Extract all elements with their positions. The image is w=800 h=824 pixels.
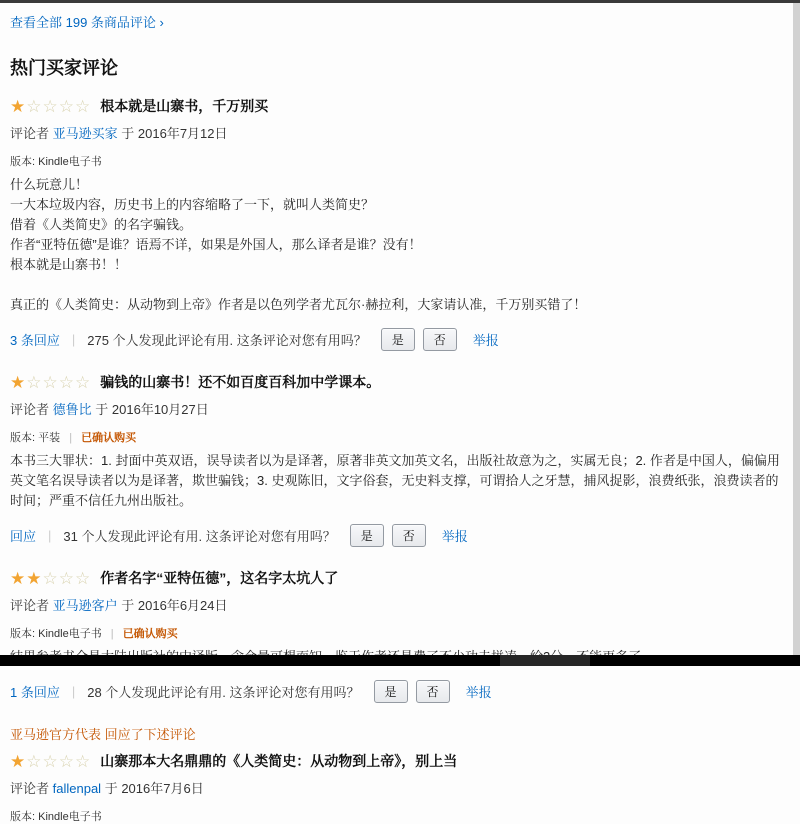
review-body-line: 本书三大罪状：1. 封面中英双语，误导读者以为是译著，原著非英文加英文名，出版社故意为之，实属无良；2. 作者是中国人，偏偏用英文笔名误导读者以为是译著，欺世骗钱；3. 史观陈旧，文字俗套，无史料支撑，可谓拾人之牙慧，捕风捉影，浪费纸张，浪费读者的时间；严重不信任九州出版社。 <box>10 453 780 508</box>
reviewer-link[interactable]: 亚马逊客户 <box>52 598 118 613</box>
report-link[interactable]: 举报 <box>472 333 499 348</box>
helpful-no-button[interactable]: 否 <box>416 680 450 703</box>
review-body <box>10 451 780 511</box>
version-separator: | <box>110 628 114 640</box>
review-body-line: 根本就是山寨书！！ <box>10 257 128 272</box>
replies-link[interactable]: 3 条回应 <box>10 333 60 348</box>
review-item <box>10 724 780 824</box>
version-label: 版本: Kindle电子书 <box>10 628 102 640</box>
review-title[interactable]: 作者名字“亚特伍德”，这名字太坑人了 <box>100 570 339 586</box>
star-icon: ★ <box>10 568 27 588</box>
review-body-line: 什么玩意儿！ <box>10 177 89 192</box>
review-version-row <box>10 153 780 169</box>
review-footer <box>10 328 780 351</box>
review-byline <box>10 595 780 614</box>
review-list <box>10 96 780 824</box>
review-title[interactable]: 根本就是山寨书，千万别买 <box>100 98 269 114</box>
review-item <box>10 568 780 703</box>
star-rating[interactable] <box>10 753 91 770</box>
star-rating[interactable] <box>10 570 91 587</box>
star-icon: ☆ <box>58 568 75 588</box>
helpful-text: 275 个人发现此评论有用. 这条评论对您有用吗？ <box>87 333 367 348</box>
reviewer-prefix-label: 评论者 <box>10 781 50 796</box>
review-version-row <box>10 808 780 824</box>
review-date: 于 2016年10月27日 <box>95 402 209 417</box>
review-body-line: 真正的《人类简史：从动物到上帝》作者是以色列学者尤瓦尔·赫拉利，大家请认准，千万别买错了！ <box>10 297 587 312</box>
bottom-bar-segment <box>500 655 590 666</box>
reviewer-prefix-label: 评论者 <box>10 126 50 141</box>
review-title-row <box>10 751 780 771</box>
star-icon: ☆ <box>26 751 43 771</box>
star-icon: ☆ <box>42 751 59 771</box>
scrollbar-track[interactable] <box>793 3 800 655</box>
version-label: 版本: Kindle电子书 <box>10 156 102 168</box>
star-icon: ☆ <box>75 568 92 588</box>
star-icon: ☆ <box>75 751 92 771</box>
review-version-row <box>10 625 780 641</box>
helpful-no-button[interactable]: 否 <box>392 524 426 547</box>
verified-purchase-badge: 已确认购买 <box>81 432 137 444</box>
star-icon: ★ <box>26 568 43 588</box>
star-icon: ☆ <box>26 96 43 116</box>
star-rating[interactable] <box>10 374 91 391</box>
star-rating[interactable] <box>10 98 91 115</box>
review-title[interactable]: 骗钱的山寨书！还不如百度百科加中学课本。 <box>100 374 381 390</box>
reviewer-prefix-label: 评论者 <box>10 402 50 417</box>
official-rep-link[interactable]: 亚马逊官方代表 <box>10 727 102 742</box>
version-separator: | <box>69 432 73 444</box>
review-title-row <box>10 372 780 392</box>
report-link[interactable]: 举报 <box>465 685 492 700</box>
star-icon: ☆ <box>75 96 92 116</box>
star-icon: ☆ <box>58 372 75 392</box>
review-version-row <box>10 429 780 445</box>
helpful-no-button[interactable]: 否 <box>423 328 457 351</box>
helpful-text: 28 个人发现此评论有用. 这条评论对您有用吗？ <box>87 685 360 700</box>
review-byline <box>10 123 780 142</box>
version-label: 版本: Kindle电子书 <box>10 811 102 823</box>
reviewer-link[interactable]: fallenpal <box>52 781 102 796</box>
helpful-yes-button[interactable]: 是 <box>381 328 415 351</box>
star-icon: ☆ <box>26 372 43 392</box>
official-note-text: 回应了下述评论 <box>104 727 196 742</box>
star-icon: ★ <box>10 96 27 116</box>
review-byline <box>10 399 780 418</box>
review-body-line <box>10 275 780 295</box>
star-icon: ☆ <box>58 96 75 116</box>
review-footer <box>10 524 780 547</box>
reviewer-link[interactable]: 亚马逊买家 <box>52 126 118 141</box>
review-byline <box>10 778 780 797</box>
window-top-edge <box>0 0 800 3</box>
star-icon: ☆ <box>42 568 59 588</box>
review-footer <box>10 680 780 703</box>
review-item <box>10 372 780 547</box>
star-icon: ★ <box>10 751 27 771</box>
footer-separator: | <box>48 528 52 543</box>
reviewer-link[interactable]: 德鲁比 <box>52 402 92 417</box>
bottom-video-bar <box>0 655 800 666</box>
verified-purchase-badge: 已确认购买 <box>122 628 178 640</box>
review-body-line: 借着《人类简史》的名字骗钱。 <box>10 217 193 232</box>
review-date: 于 2016年7月12日 <box>121 126 228 141</box>
page-title: 热门买家评论 <box>10 58 118 78</box>
review-body-line: 一大本垃圾内容，历史书上的内容缩略了一下，就叫人类简史？ <box>10 197 375 212</box>
review-body <box>10 175 780 315</box>
review-title[interactable]: 山寨那本大名鼎鼎的《人类简史：从动物到上帝》，别上当 <box>100 753 458 769</box>
report-link[interactable]: 举报 <box>441 529 468 544</box>
replies-link[interactable]: 回应 <box>10 529 37 544</box>
helpful-yes-button[interactable]: 是 <box>350 524 384 547</box>
review-date: 于 2016年7月6日 <box>104 781 204 796</box>
footer-separator: | <box>71 332 76 347</box>
helpful-text: 31 个人发现此评论有用. 这条评论对您有用吗？ <box>63 529 336 544</box>
reviewer-prefix-label: 评论者 <box>10 598 50 613</box>
star-icon: ☆ <box>42 96 59 116</box>
review-title-row <box>10 568 780 588</box>
official-response-note <box>10 724 780 743</box>
helpful-yes-button[interactable]: 是 <box>374 680 408 703</box>
review-title-row <box>10 96 780 116</box>
review-date: 于 2016年6月24日 <box>121 598 228 613</box>
star-icon: ★ <box>10 372 27 392</box>
see-all-reviews-link[interactable]: 查看全部 199 条商品评论 › <box>10 15 164 30</box>
star-icon: ☆ <box>42 372 59 392</box>
star-icon: ☆ <box>58 751 75 771</box>
replies-link[interactable]: 1 条回应 <box>10 685 60 700</box>
review-item <box>10 96 780 351</box>
footer-separator: | <box>71 684 76 699</box>
review-body-line: 作者“亚特伍德”是谁？语焉不详，如果是外国人，那么译者是谁？没有！ <box>10 237 422 252</box>
version-label: 版本: 平装 <box>10 432 61 444</box>
star-icon: ☆ <box>75 372 92 392</box>
